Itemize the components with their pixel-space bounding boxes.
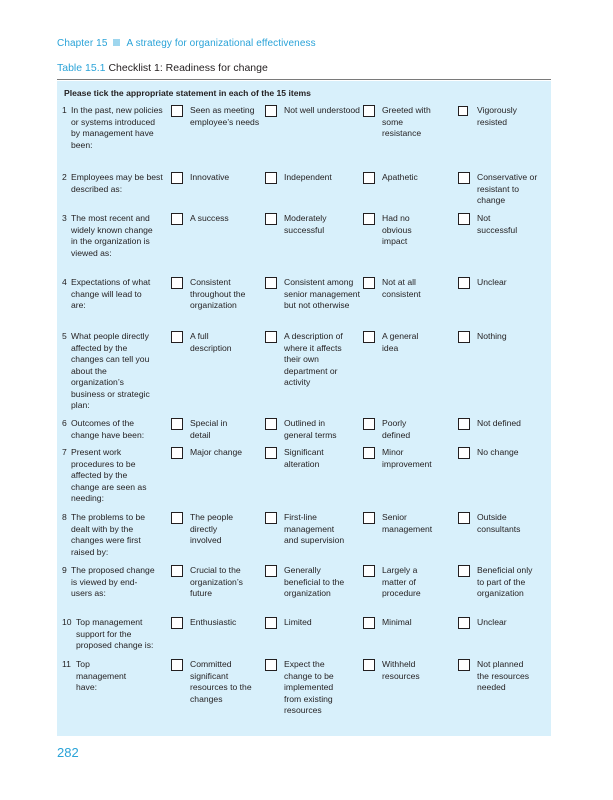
option-label: Beneficial only to part of the organization [477, 565, 533, 598]
option-checkbox[interactable] [363, 447, 375, 459]
option-label: Not at all consistent [382, 277, 421, 299]
option-checkbox[interactable] [171, 105, 183, 117]
option-label: Unclear [477, 277, 507, 287]
option-label: Expect the change to be implemented from existing resources [284, 659, 334, 715]
option-label: Largely a matter of procedure [382, 565, 421, 598]
option-checkbox[interactable] [265, 659, 277, 671]
option-label: Not planned the resources needed [477, 659, 530, 692]
option-checkbox[interactable] [458, 331, 470, 343]
option-label: Committed significant resources to the changes [190, 659, 252, 704]
option-checkbox[interactable] [171, 512, 183, 524]
option-label: Enthusiastic [190, 617, 237, 627]
option-label: Had no obvious impact [382, 213, 412, 246]
option-checkbox[interactable] [458, 106, 468, 116]
option-checkbox[interactable] [171, 565, 183, 577]
option-label: Special in detail [190, 418, 228, 440]
option-label: A general idea [382, 331, 419, 353]
option-label: Greeted with some resistance [382, 105, 431, 138]
chapter-header [57, 38, 316, 49]
option-label: The people directly involved [190, 512, 234, 545]
option-label: Major change [190, 447, 243, 457]
option-checkbox[interactable] [458, 418, 470, 430]
item-question: In the past, new policies or systems introduced by management have been: [71, 105, 163, 150]
option-checkbox[interactable] [363, 277, 375, 289]
option-checkbox[interactable] [171, 447, 183, 459]
option-checkbox[interactable] [171, 277, 183, 289]
item-question: The proposed change is viewed by end-users as: [71, 565, 155, 598]
item-number: 11 [62, 659, 71, 669]
option-checkbox[interactable] [363, 213, 375, 225]
option-checkbox[interactable] [458, 172, 470, 184]
item-number: 4 [62, 277, 67, 287]
item-question: Outcomes of the change have been: [71, 418, 145, 440]
option-label: Apathetic [382, 172, 418, 182]
item-number: 2 [62, 172, 67, 182]
option-checkbox[interactable] [363, 512, 375, 524]
table-top-rule [57, 79, 551, 80]
option-checkbox[interactable] [363, 172, 375, 184]
option-label: Poorly defined [382, 418, 411, 440]
option-label: Independent [284, 172, 332, 182]
page-number: 282 [57, 745, 79, 760]
option-checkbox[interactable] [265, 418, 277, 430]
option-checkbox[interactable] [171, 659, 183, 671]
option-label: Not successful [477, 213, 518, 235]
option-checkbox[interactable] [171, 172, 183, 184]
option-label: Nothing [477, 331, 507, 341]
option-checkbox[interactable] [265, 277, 277, 289]
option-label: No change [477, 447, 519, 457]
option-label: Consistent throughout the organization [190, 277, 246, 310]
option-checkbox[interactable] [363, 418, 375, 430]
option-label: A full description [190, 331, 232, 353]
option-label: Seen as meeting employee’s needs [190, 105, 260, 127]
option-label: Innovative [190, 172, 230, 182]
item-number: 9 [62, 565, 67, 575]
option-label: Limited [284, 617, 312, 627]
option-checkbox[interactable] [458, 565, 470, 577]
option-checkbox[interactable] [265, 617, 277, 629]
option-checkbox[interactable] [458, 213, 470, 225]
option-checkbox[interactable] [171, 418, 183, 430]
option-label: Minor improvement [382, 447, 432, 469]
item-question: Present work procedures to be affected by the change are seen as needing: [71, 447, 147, 503]
option-checkbox[interactable] [363, 105, 375, 117]
option-checkbox[interactable] [265, 105, 277, 117]
item-number: 5 [62, 331, 67, 341]
chapter-title: A strategy for organizational effectiveness [126, 38, 316, 49]
option-label: Not well understood [284, 105, 360, 115]
option-checkbox[interactable] [171, 213, 183, 225]
checklist-instruction: Please tick the appropriate statement in each of the 15 items [64, 88, 311, 98]
option-label: Minimal [382, 617, 412, 627]
option-checkbox[interactable] [363, 617, 375, 629]
option-label: Vigorously resisted [477, 105, 517, 127]
table-number: Table 15.1 [57, 62, 106, 74]
option-checkbox[interactable] [458, 512, 470, 524]
option-label: Senior management [382, 512, 433, 534]
option-checkbox[interactable] [265, 331, 277, 343]
option-label: Not defined [477, 418, 521, 428]
item-question: Top management have: [76, 659, 127, 692]
item-question: Employees may be best described as: [71, 172, 163, 194]
table-caption [57, 62, 268, 74]
option-checkbox[interactable] [458, 617, 470, 629]
option-label: Significant alteration [284, 447, 324, 469]
option-checkbox[interactable] [458, 277, 470, 289]
option-checkbox[interactable] [265, 565, 277, 577]
option-checkbox[interactable] [171, 617, 183, 629]
option-label: Withheld resources [382, 659, 420, 681]
option-checkbox[interactable] [458, 447, 470, 459]
square-bullet-icon [113, 39, 120, 46]
item-number: 10 [62, 617, 72, 627]
option-checkbox[interactable] [265, 172, 277, 184]
option-label: Outside consultants [477, 512, 521, 534]
item-question: Expectations of what change will lead to are: [71, 277, 151, 310]
option-checkbox[interactable] [265, 213, 277, 225]
option-label: Generally beneficial to the organization [284, 565, 345, 598]
item-question: Top management support for the proposed change is: [76, 617, 154, 650]
table-title: Checklist 1: Readiness for change [108, 62, 268, 74]
option-label: A description of where it affects their own department or activity [284, 331, 343, 387]
option-checkbox[interactable] [265, 447, 277, 459]
option-checkbox[interactable] [363, 331, 375, 343]
option-checkbox[interactable] [171, 331, 183, 343]
option-checkbox[interactable] [458, 659, 470, 671]
item-question: The problems to be dealt with by the changes were first raised by: [71, 512, 146, 557]
option-label: Moderately successful [284, 213, 327, 235]
option-label: A success [190, 213, 229, 223]
option-checkbox[interactable] [363, 565, 375, 577]
item-number: 8 [62, 512, 67, 522]
option-label: Consistent among senior management but not otherwise [284, 277, 360, 310]
option-checkbox[interactable] [363, 659, 375, 671]
option-label: Outlined in general terms [284, 418, 337, 440]
option-checkbox[interactable] [265, 512, 277, 524]
item-number: 7 [62, 447, 67, 457]
chapter-number: Chapter 15 [57, 38, 108, 49]
item-number: 1 [62, 105, 67, 115]
option-label: Unclear [477, 617, 507, 627]
option-label: Crucial to the organization’s future [190, 565, 243, 598]
option-label: Conservative or resistant to change [477, 172, 538, 205]
item-question: The most recent and widely known change in the organization is viewed as: [71, 213, 153, 258]
option-label: First-line management and supervision [284, 512, 345, 545]
item-number: 3 [62, 213, 67, 223]
item-number: 6 [62, 418, 67, 428]
item-question: What people directly affected by the changes can tell you about the organization’s business or strategic plan: [71, 331, 150, 410]
